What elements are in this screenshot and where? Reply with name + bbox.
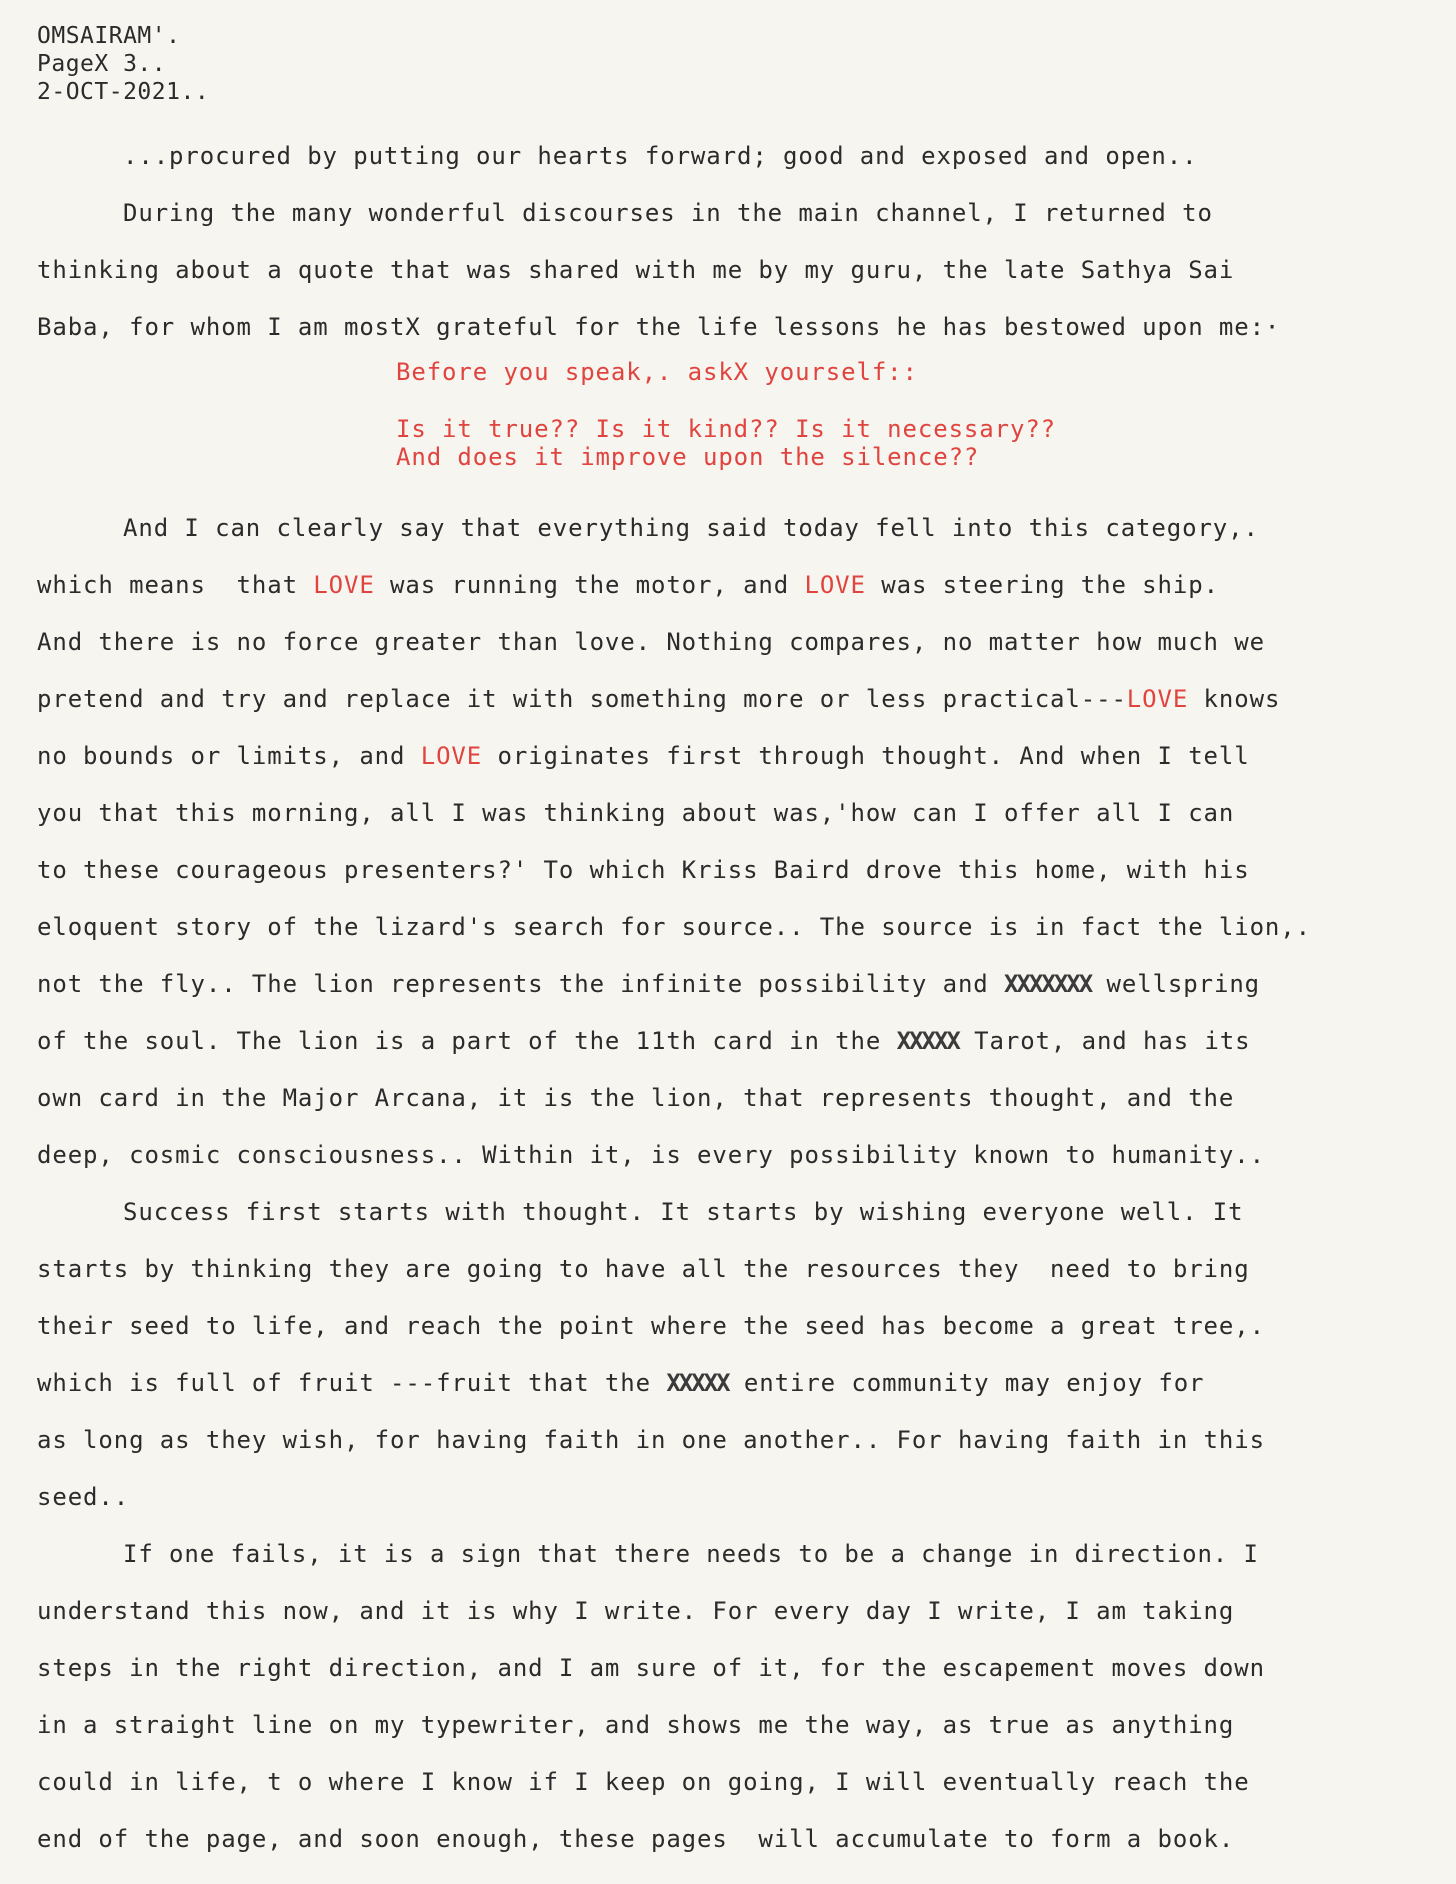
love-word: LOVE	[1126, 685, 1189, 713]
text-line: you that this morning, all I was thinking about was,'how can I offer all I can	[37, 799, 1235, 827]
text-line: seed..	[37, 1483, 130, 1511]
text-segment: entire community may enjoy for	[728, 1369, 1205, 1397]
text-segment: Tarot, and has its	[958, 1027, 1251, 1055]
header-date: 2-OCT-2021..	[37, 79, 210, 105]
love-word: LOVE	[420, 742, 483, 770]
struck-out-text: XXXXXXX	[1004, 970, 1092, 998]
document-body-continued	[37, 500, 1427, 1868]
text-line	[37, 557, 1427, 614]
text-segment: originates first through thought. And when I tell	[482, 742, 1250, 770]
text-line: to these courageous presenters?' To which Kriss Baird drove this home, with his	[37, 856, 1250, 884]
text-line: eloquent story of the lizard's search for source.. The source is in fact the lion,.	[37, 913, 1311, 941]
quote-line-2: Is it true?? Is it kind?? Is it necessary??	[396, 415, 1057, 443]
text-line: as long as they wish, for having faith in one another.. For having faith in this	[37, 1426, 1265, 1454]
text-line: Success first starts with thought. It starts by wishing everyone well. It	[123, 1198, 1244, 1226]
text-line	[37, 1013, 1427, 1070]
struck-out-text: XXXXX	[896, 1027, 959, 1055]
love-word: LOVE	[804, 571, 866, 599]
text-line: end of the page, and soon enough, these pages will accumulate to form a book.	[37, 1825, 1235, 1853]
struck-out-text: XXXXX	[666, 1369, 729, 1397]
text-segment: was steering the ship.	[865, 571, 1219, 599]
quote-line-3: And does it improve upon the silence??	[396, 443, 980, 471]
text-line: their seed to life, and reach the point where the seed has become a great tree,.	[37, 1312, 1265, 1340]
header-page-number: PageX 3..	[37, 51, 167, 77]
text-segment: which means that	[37, 571, 314, 599]
header-title: OMSAIRAM'.	[37, 23, 181, 49]
quote-block	[396, 358, 1056, 471]
text-line: understand this now, and it is why I write. For every day I write, I am taking	[37, 1597, 1235, 1625]
text-line: own card in the Major Arcana, it is the lion, that represents thought, and the	[37, 1084, 1235, 1112]
text-line: Baba, for whom I am mostX grateful for the life lessons he has bestowed upon me:·	[37, 313, 1281, 341]
text-line: During the many wonderful discourses in the main channel, I returned to	[123, 199, 1213, 227]
page-header	[37, 22, 209, 106]
text-line: in a straight line on my typewriter, and shows me the way, as true as anything	[37, 1711, 1235, 1739]
text-segment: was running the motor, and	[374, 571, 805, 599]
text-segment: knows	[1188, 685, 1281, 713]
text-line: deep, cosmic consciousness.. Within it, is every possibility known to humanity..	[37, 1141, 1265, 1169]
quote-line-1: Before you speak,. askX yourself::	[396, 358, 918, 386]
text-segment: no bounds or limits, and	[37, 742, 421, 770]
text-line: starts by thinking they are going to have all the resources they need to bring	[37, 1255, 1250, 1283]
text-line: steps in the right direction, and I am sure of it, for the escapement moves down	[37, 1654, 1265, 1682]
document-body	[37, 128, 1427, 356]
text-line: And there is no force greater than love. Nothing compares, no matter how much we	[37, 628, 1265, 656]
text-segment: which is full of fruit ---fruit that the	[37, 1369, 667, 1397]
text-line: thinking about a quote that was shared with me by my guru, the late Sathya Sai	[37, 256, 1235, 284]
text-line: ...procured by putting our hearts forward; good and exposed and open..	[123, 142, 1198, 170]
text-line: could in life, t o where I know if I keep on going, I will eventually reach the	[37, 1768, 1250, 1796]
text-line: And I can clearly say that everything said today fell into this category,.	[123, 514, 1259, 542]
love-word: LOVE	[313, 571, 375, 599]
text-segment: of the soul. The lion is a part of the 11th card in the	[37, 1027, 897, 1055]
text-line	[37, 671, 1427, 728]
text-segment: wellspring	[1091, 970, 1261, 998]
text-segment: not the fly.. The lion represents the infinite possibility and	[37, 970, 1005, 998]
text-line	[37, 1355, 1427, 1412]
text-line	[37, 728, 1427, 785]
text-line	[37, 956, 1427, 1013]
text-line: If one fails, it is a sign that there needs to be a change in direction. I	[123, 1540, 1259, 1568]
text-segment: pretend and try and replace it with something more or less practical---	[37, 685, 1127, 713]
